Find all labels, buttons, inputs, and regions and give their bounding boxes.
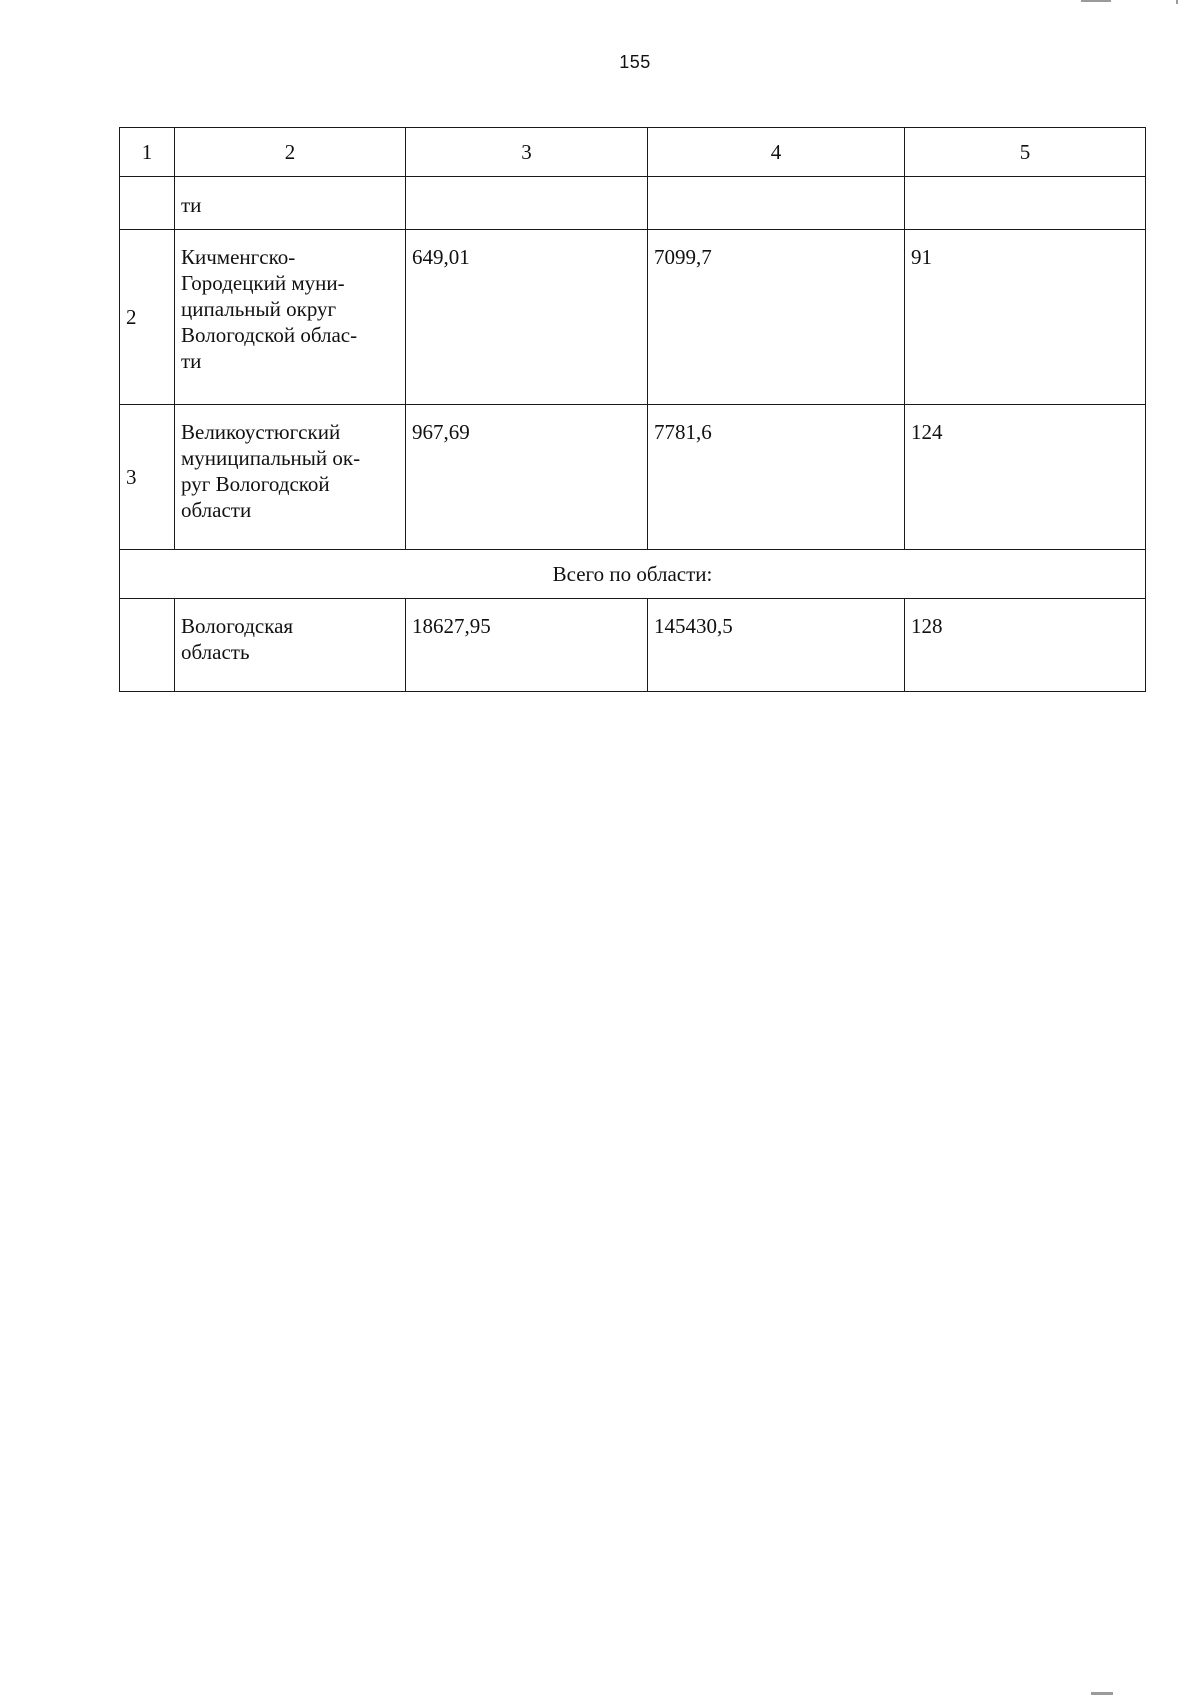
cont-cell-4 [648, 177, 905, 230]
scan-speck [1091, 1692, 1113, 1695]
cont-cell-3 [406, 177, 648, 230]
header-cell-4: 4 [648, 128, 905, 177]
district-name-text: Великоустюгский муниципальный ок- руг Вологодской области [181, 420, 361, 522]
total-name [175, 599, 406, 692]
total-name-text: Вологодская область [181, 614, 294, 664]
data-table [119, 127, 1146, 692]
district-name-text: Кичменгско- Городецкий муни- ципальный округ Вологодской облас- ти [181, 245, 358, 373]
continuation-row [120, 177, 1146, 230]
value-col-3: 967,69 [406, 405, 648, 550]
total-value-col-3: 18627,95 [406, 599, 648, 692]
cont-cell-1 [120, 177, 175, 230]
total-label-row [120, 550, 1146, 599]
value-col-5: 91 [905, 230, 1146, 405]
value-col-4: 7099,7 [648, 230, 905, 405]
table-header-row [120, 128, 1146, 177]
scan-speck [1176, 0, 1178, 4]
district-name [175, 230, 406, 405]
row-number: 2 [120, 230, 175, 405]
value-col-4: 7781,6 [648, 405, 905, 550]
total-value-col-4: 145430,5 [648, 599, 905, 692]
total-number-cell [120, 599, 175, 692]
table-row [120, 405, 1146, 550]
page-number: 155 [619, 52, 651, 72]
scan-speck [1081, 0, 1111, 2]
total-value-col-5: 128 [905, 599, 1146, 692]
header-cell-5: 5 [905, 128, 1146, 177]
row-number: 3 [120, 405, 175, 550]
value-col-3: 649,01 [406, 230, 648, 405]
header-cell-1: 1 [120, 128, 175, 177]
cont-cell-2: ти [175, 177, 406, 230]
table-row [120, 230, 1146, 405]
value-col-5: 124 [905, 405, 1146, 550]
header-cell-3: 3 [406, 128, 648, 177]
cont-cell-5 [905, 177, 1146, 230]
total-label: Всего по области: [120, 550, 1146, 599]
total-row [120, 599, 1146, 692]
header-cell-2: 2 [175, 128, 406, 177]
district-name [175, 405, 406, 550]
